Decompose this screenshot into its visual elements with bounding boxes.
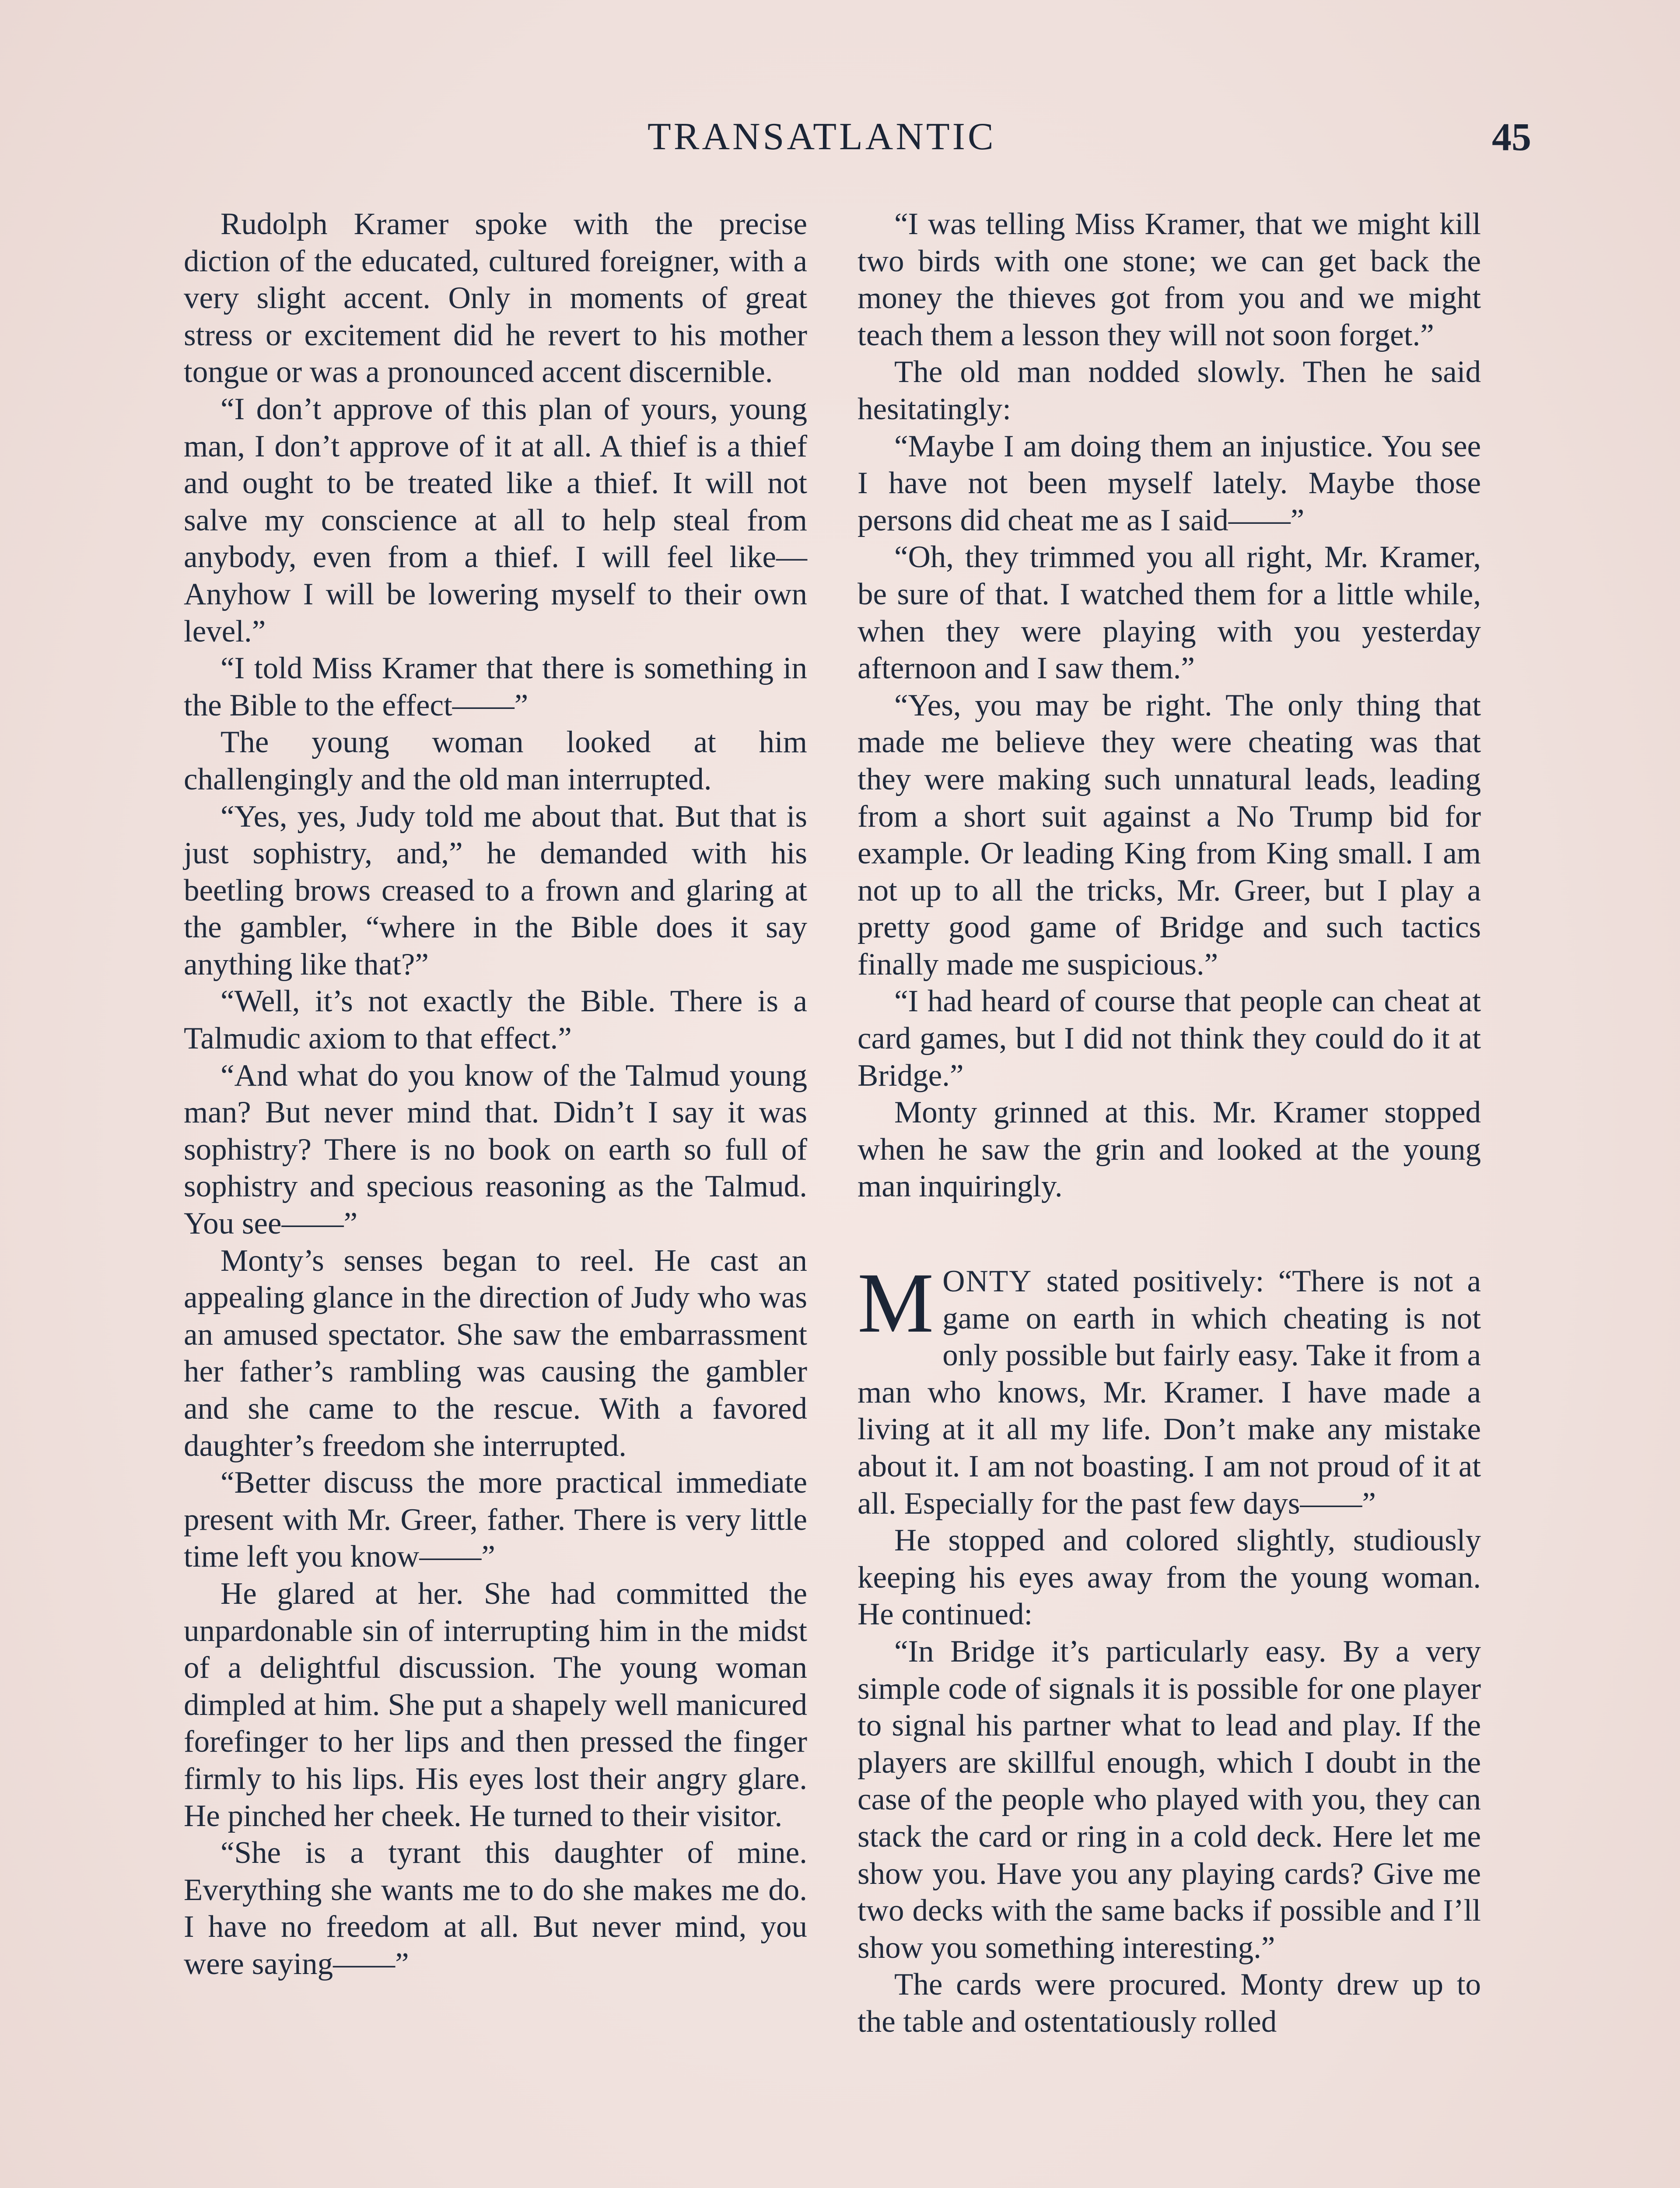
right-column bbox=[858, 206, 1481, 2041]
paragraph: “I don’t approve of this plan of yours, young man, I don’t approve of it at all. A thief is a thief and ought to be treated like a thief. It will not salve my conscience at all to help steal from anybody, even from a thief. I will feel like—Anyhow I will be lowering myself to their own level.” bbox=[184, 392, 807, 649]
page-number: 45 bbox=[1492, 116, 1531, 159]
paragraph: “Well, it’s not exactly the Bible. There is a Talmudic axiom to that effect.” bbox=[184, 984, 807, 1056]
paragraph: “I had heard of course that people can cheat at card games, but I did not think they could do it at Bridge.” bbox=[858, 984, 1481, 1093]
paragraph: “Yes, yes, Judy told me about that. But that is just sophistry, and,” he demanded with his beetling brows creased to a frown and glaring at the gambler, “where in the Bible does it say anything like that?” bbox=[184, 799, 807, 982]
paragraph: “And what do you know of the Talmud young man? But never mind that. Didn’t I say it was sophistry? There is no book on earth so full of sophistry and specious reasoning as the Talmud. You see——” bbox=[184, 1058, 807, 1241]
paragraph: Rudolph Kramer spoke with the precise diction of the educated, cultured foreigner, with a very slight accent. Only in moments of great stress or excitement did he revert to his mother tongue or was a pronounced accent discernible. bbox=[184, 207, 807, 389]
paragraph: “Maybe I am doing them an injustice. You see I have not been myself lately. Maybe those persons did cheat me as I said——” bbox=[858, 429, 1481, 537]
paragraph: The old man nodded slowly. Then he said hesitatingly: bbox=[858, 355, 1481, 426]
drop-cap: M bbox=[858, 1255, 934, 1351]
paragraph: “Yes, you may be right. The only thing that made me believe they were cheating was that they were making such unnatural leads, leading from a short suit against a No Trump bid for example. Or leading King from King small. I am not up to all the tricks, Mr. Greer, but I play a pretty good game of Bridge and such tactics finally made me suspicious.” bbox=[858, 688, 1481, 982]
paragraph: He stopped and colored slightly, studiously keeping his eyes away from the young woman. He continued: bbox=[858, 1523, 1481, 1632]
paragraph: “She is a tyrant this daughter of mine. Everything she wants me to do she makes me do. I have no freedom at all. But never mind, you were saying——” bbox=[184, 1836, 807, 1981]
paragraph: The young woman looked at him challengingly and the old man interrupted. bbox=[184, 725, 807, 796]
section-break-paragraph bbox=[858, 1255, 1481, 1522]
paragraph: Monty grinned at this. Mr. Kramer stopped when he saw the grin and looked at the young man inquiringly. bbox=[858, 1095, 1481, 1204]
paragraph-text: stated positively: “There is not a game on earth in which cheating is not only possible but fairly easy. Take it from a man who knows, Mr. Kramer. I have made a living at it all my life. Don’t make any mistake about it. I am not boasting. I am not proud of it at all. Especially for the past few days——” bbox=[858, 1264, 1481, 1521]
paragraph: “In Bridge it’s particularly easy. By a very simple code of signals it is possible for one player to signal his partner what to lead and play. If the players are skillful enough, which I doubt in the case of the people who played with you, they can stack the card or ring in a cold deck. Here let me show you. Have you any playing cards? Give me two decks with the same backs if possible and I’ll show you something interesting.” bbox=[858, 1634, 1481, 1965]
paragraph: “I told Miss Kramer that there is something in the Bible to the effect——” bbox=[184, 651, 807, 722]
paragraph: “Better discuss the more practical immediate present with Mr. Greer, father. There is very little time left you know——” bbox=[184, 1466, 807, 1574]
paragraph: The cards were procured. Monty drew up to the table and ostentatiously rolled bbox=[858, 1967, 1481, 2039]
small-caps-lead: ONTY bbox=[942, 1264, 1032, 1299]
left-column bbox=[184, 206, 807, 1983]
paragraph: “Oh, they trimmed you all right, Mr. Kramer, be sure of that. I watched them for a little while, when they were playing with you yesterday afternoon and I saw them.” bbox=[858, 540, 1481, 686]
running-title: TRANSATLANTIC bbox=[648, 116, 996, 158]
paragraph: “I was telling Miss Kramer, that we might kill two birds with one stone; we can get back the money the thieves got from you and we might teach them a lesson they will not soon forget.” bbox=[858, 207, 1481, 352]
paragraph: He glared at her. She had committed the unpardonable sin of interrupting him in the midst of a delightful discussion. The young woman dimpled at him. She put a shapely well manicured forefinger to her lips and then pressed the finger firmly to his lips. His eyes lost their angry glare. He pinched her cheek. He turned to their visitor. bbox=[184, 1576, 807, 1833]
paragraph: Monty’s senses began to reel. He cast an appealing glance in the direction of Judy who was an amused spectator. She saw the embarrassment her father’s rambling was causing the gambler and she came to the rescue. With a favored daughter’s freedom she interrupted. bbox=[184, 1243, 807, 1463]
